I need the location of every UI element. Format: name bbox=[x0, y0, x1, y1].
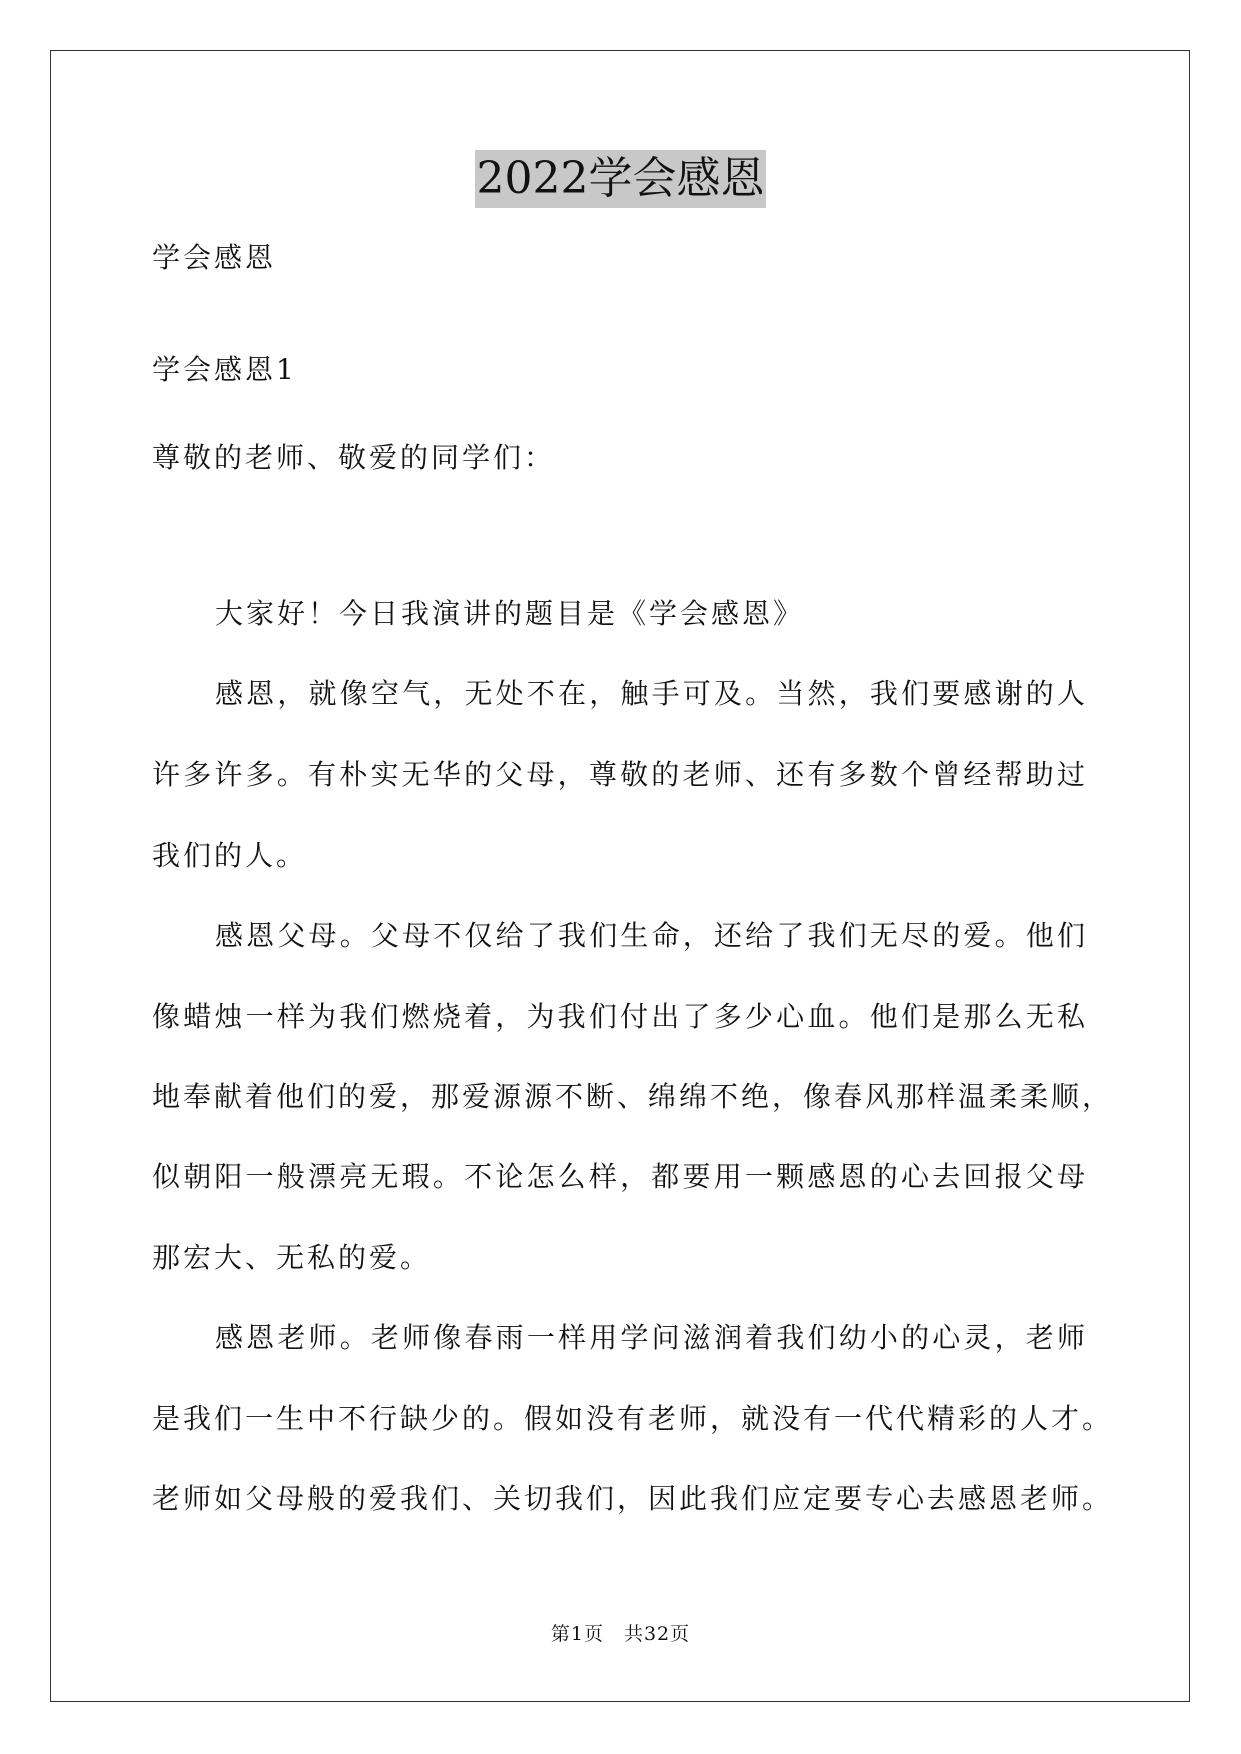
page-border bbox=[50, 50, 1190, 1702]
salutation-line: 尊敬的老师、敬爱的同学们： bbox=[152, 441, 556, 474]
paragraph-line: 感恩，就像空气，无处不在，触手可及。当然，我们要感谢的人 bbox=[215, 677, 1085, 710]
paragraph-line: 许多许多。有朴实无华的父母，尊敬的老师、还有多数个曾经帮助过 bbox=[152, 758, 1085, 791]
page-footer: 第1页 共32页 bbox=[550, 1623, 691, 1645]
paragraph-line: 似朝阳一般漂亮无瑕。不论怎么样，都要用一颗感恩的心去回报父母 bbox=[152, 1160, 1085, 1193]
subheading-line: 学会感恩1 bbox=[152, 353, 297, 386]
paragraph-line: 地奉献着他们的爱，那爱源源不断、绵绵不绝，像春风那样温柔柔顺， bbox=[152, 1080, 1110, 1113]
document-title: 2022学会感恩 bbox=[475, 150, 767, 208]
paragraph-line: 大家好！今日我演讲的题目是《学会感恩》 bbox=[215, 597, 805, 630]
paragraph-line: 老师如父母般的爱我们、关切我们，因此我们应定要专心去感恩老师。 bbox=[152, 1482, 1110, 1515]
title-container bbox=[0, 150, 1241, 208]
heading-line: 学会感恩 bbox=[152, 241, 277, 274]
paragraph-line: 感恩父母。父母不仅给了我们生命，还给了我们无尽的爱。他们 bbox=[215, 919, 1085, 952]
paragraph-line: 像蜡烛一样为我们燃烧着，为我们付出了多少心血。他们是那么无私 bbox=[152, 1000, 1085, 1033]
paragraph-line: 感恩老师。老师像春雨一样用学问滋润着我们幼小的心灵，老师 bbox=[215, 1321, 1085, 1354]
paragraph-line: 是我们一生中不行缺少的。假如没有老师，就没有一代代精彩的人才。 bbox=[152, 1402, 1110, 1435]
paragraph-line: 那宏大、无私的爱。 bbox=[152, 1241, 432, 1274]
paragraph-line: 我们的人。 bbox=[152, 839, 308, 872]
